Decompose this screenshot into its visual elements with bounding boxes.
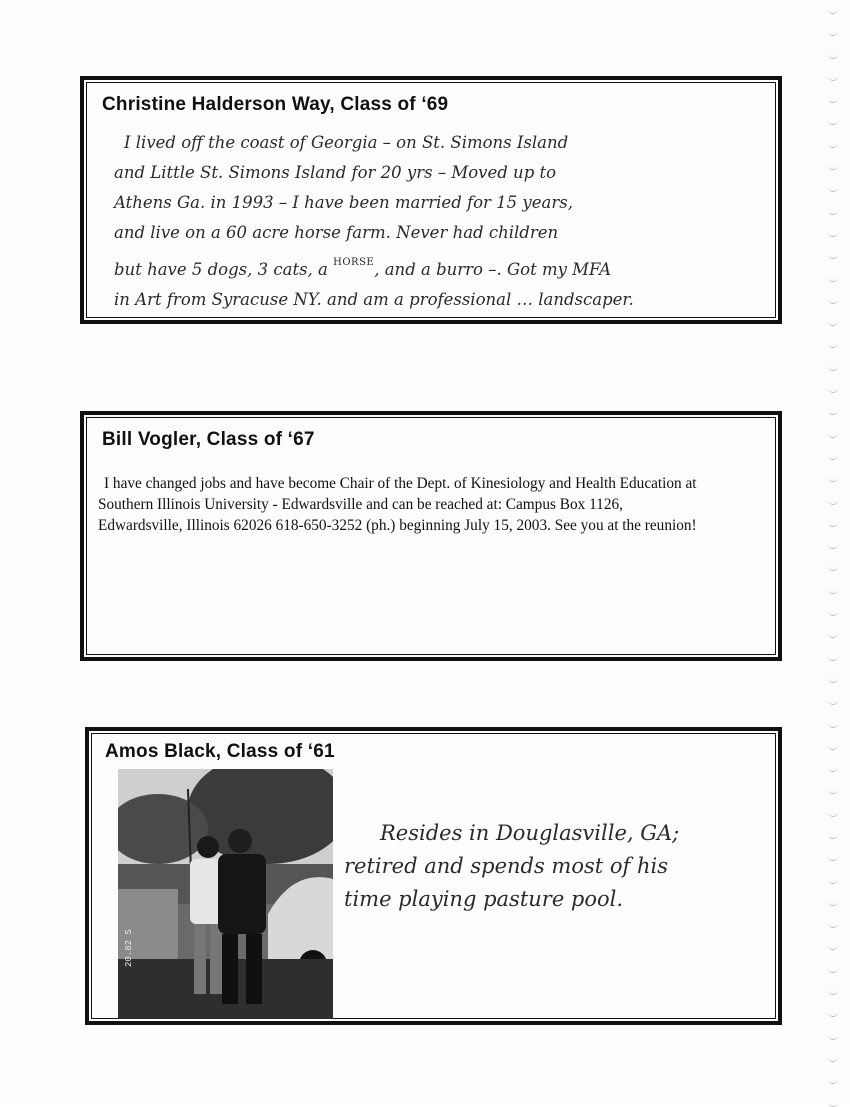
binding-mark [828,989,838,995]
binding-mark [828,1011,838,1017]
binding-mark [828,855,838,861]
note-line: Resides in Douglasville, GA; [380,821,680,845]
binding-mark [828,75,838,81]
binding-mark [828,588,838,594]
portrait-photo [118,769,333,1019]
note-line-start: but have 5 dogs, 3 cats, a [114,260,328,279]
note-line: Athens Ga. in 1993 – I have been married for 15 years, [114,193,573,212]
note-line-end: , and a burro –. Got my MFA [374,260,611,279]
binding-mark [828,677,838,683]
photo-stamp: 20.82 S [124,929,134,967]
binding-mark [828,1101,838,1107]
binding-mark [828,253,838,259]
binding-mark [828,744,838,750]
binding-mark [828,231,838,237]
binding-mark [828,298,838,304]
note-line [114,248,634,285]
inserted-word: HORSE [333,257,375,268]
note-line: in Art from Syracuse NY. and am a professional … landscaper. [114,290,634,309]
binding-mark [828,565,838,571]
binding-mark [828,142,838,148]
handwritten-note [114,128,634,315]
binding-mark [828,878,838,884]
binding-mark [828,97,838,103]
binding-mark [828,387,838,393]
binding-mark [828,610,838,616]
note-line: Edwardsville, Illinois 62026 618-650-3252 (ph.) beginning July 15, 2003. See you at the reunion! [98,517,697,534]
typed-note [98,473,768,536]
binding-mark [828,632,838,638]
binding-mark [828,944,838,950]
note-line: time playing pasture pool. [344,887,624,911]
binding-mark [828,766,838,772]
binding-mark [828,900,838,906]
binding-mark [828,788,838,794]
binding-mark [828,8,838,14]
binding-mark [828,833,838,839]
binding-mark [828,365,838,371]
binding-mark [828,276,838,282]
note-line: retired and spends most of his [344,854,668,878]
entry-title: Christine Halderson Way, Class of ‘69 [102,94,449,115]
entry-card-bill [80,411,782,661]
binding-mark [828,1078,838,1084]
handwritten-note [344,817,679,916]
note-line: Southern Illinois University - Edwardsville and can be reached at: Campus Box 1126, [98,496,623,513]
binding-mark [828,454,838,460]
binding-mark [828,409,838,415]
binding-mark [828,320,838,326]
binding-mark [828,30,838,36]
spiral-binding [828,8,842,1093]
binding-mark [828,186,838,192]
note-line: I have changed jobs and have become Chair of the Dept. of Kinesiology and Health Education at [104,475,697,492]
entry-card-christine [80,76,782,324]
entry-title: Amos Black, Class of ‘61 [105,741,335,762]
note-line: I lived off the coast of Georgia – on St. Simons Island [124,133,569,152]
binding-mark [828,699,838,705]
binding-mark [828,432,838,438]
entry-card-amos [85,727,782,1025]
binding-mark [828,499,838,505]
binding-mark [828,811,838,817]
note-line: and Little St. Simons Island for 20 yrs – Moved up to [114,163,557,182]
binding-mark [828,119,838,125]
binding-mark [828,164,838,170]
binding-mark [828,521,838,527]
binding-mark [828,655,838,661]
binding-mark [828,342,838,348]
binding-mark [828,1034,838,1040]
photo-illustration [118,769,333,1019]
binding-mark [828,922,838,928]
entry-title: Bill Vogler, Class of ‘67 [102,429,315,450]
binding-mark [828,1056,838,1062]
binding-mark [828,967,838,973]
binding-mark [828,209,838,215]
binding-mark [828,476,838,482]
binding-mark [828,53,838,59]
binding-mark [828,543,838,549]
binding-mark [828,722,838,728]
note-line: and live on a 60 acre horse farm. Never had children [114,223,559,242]
